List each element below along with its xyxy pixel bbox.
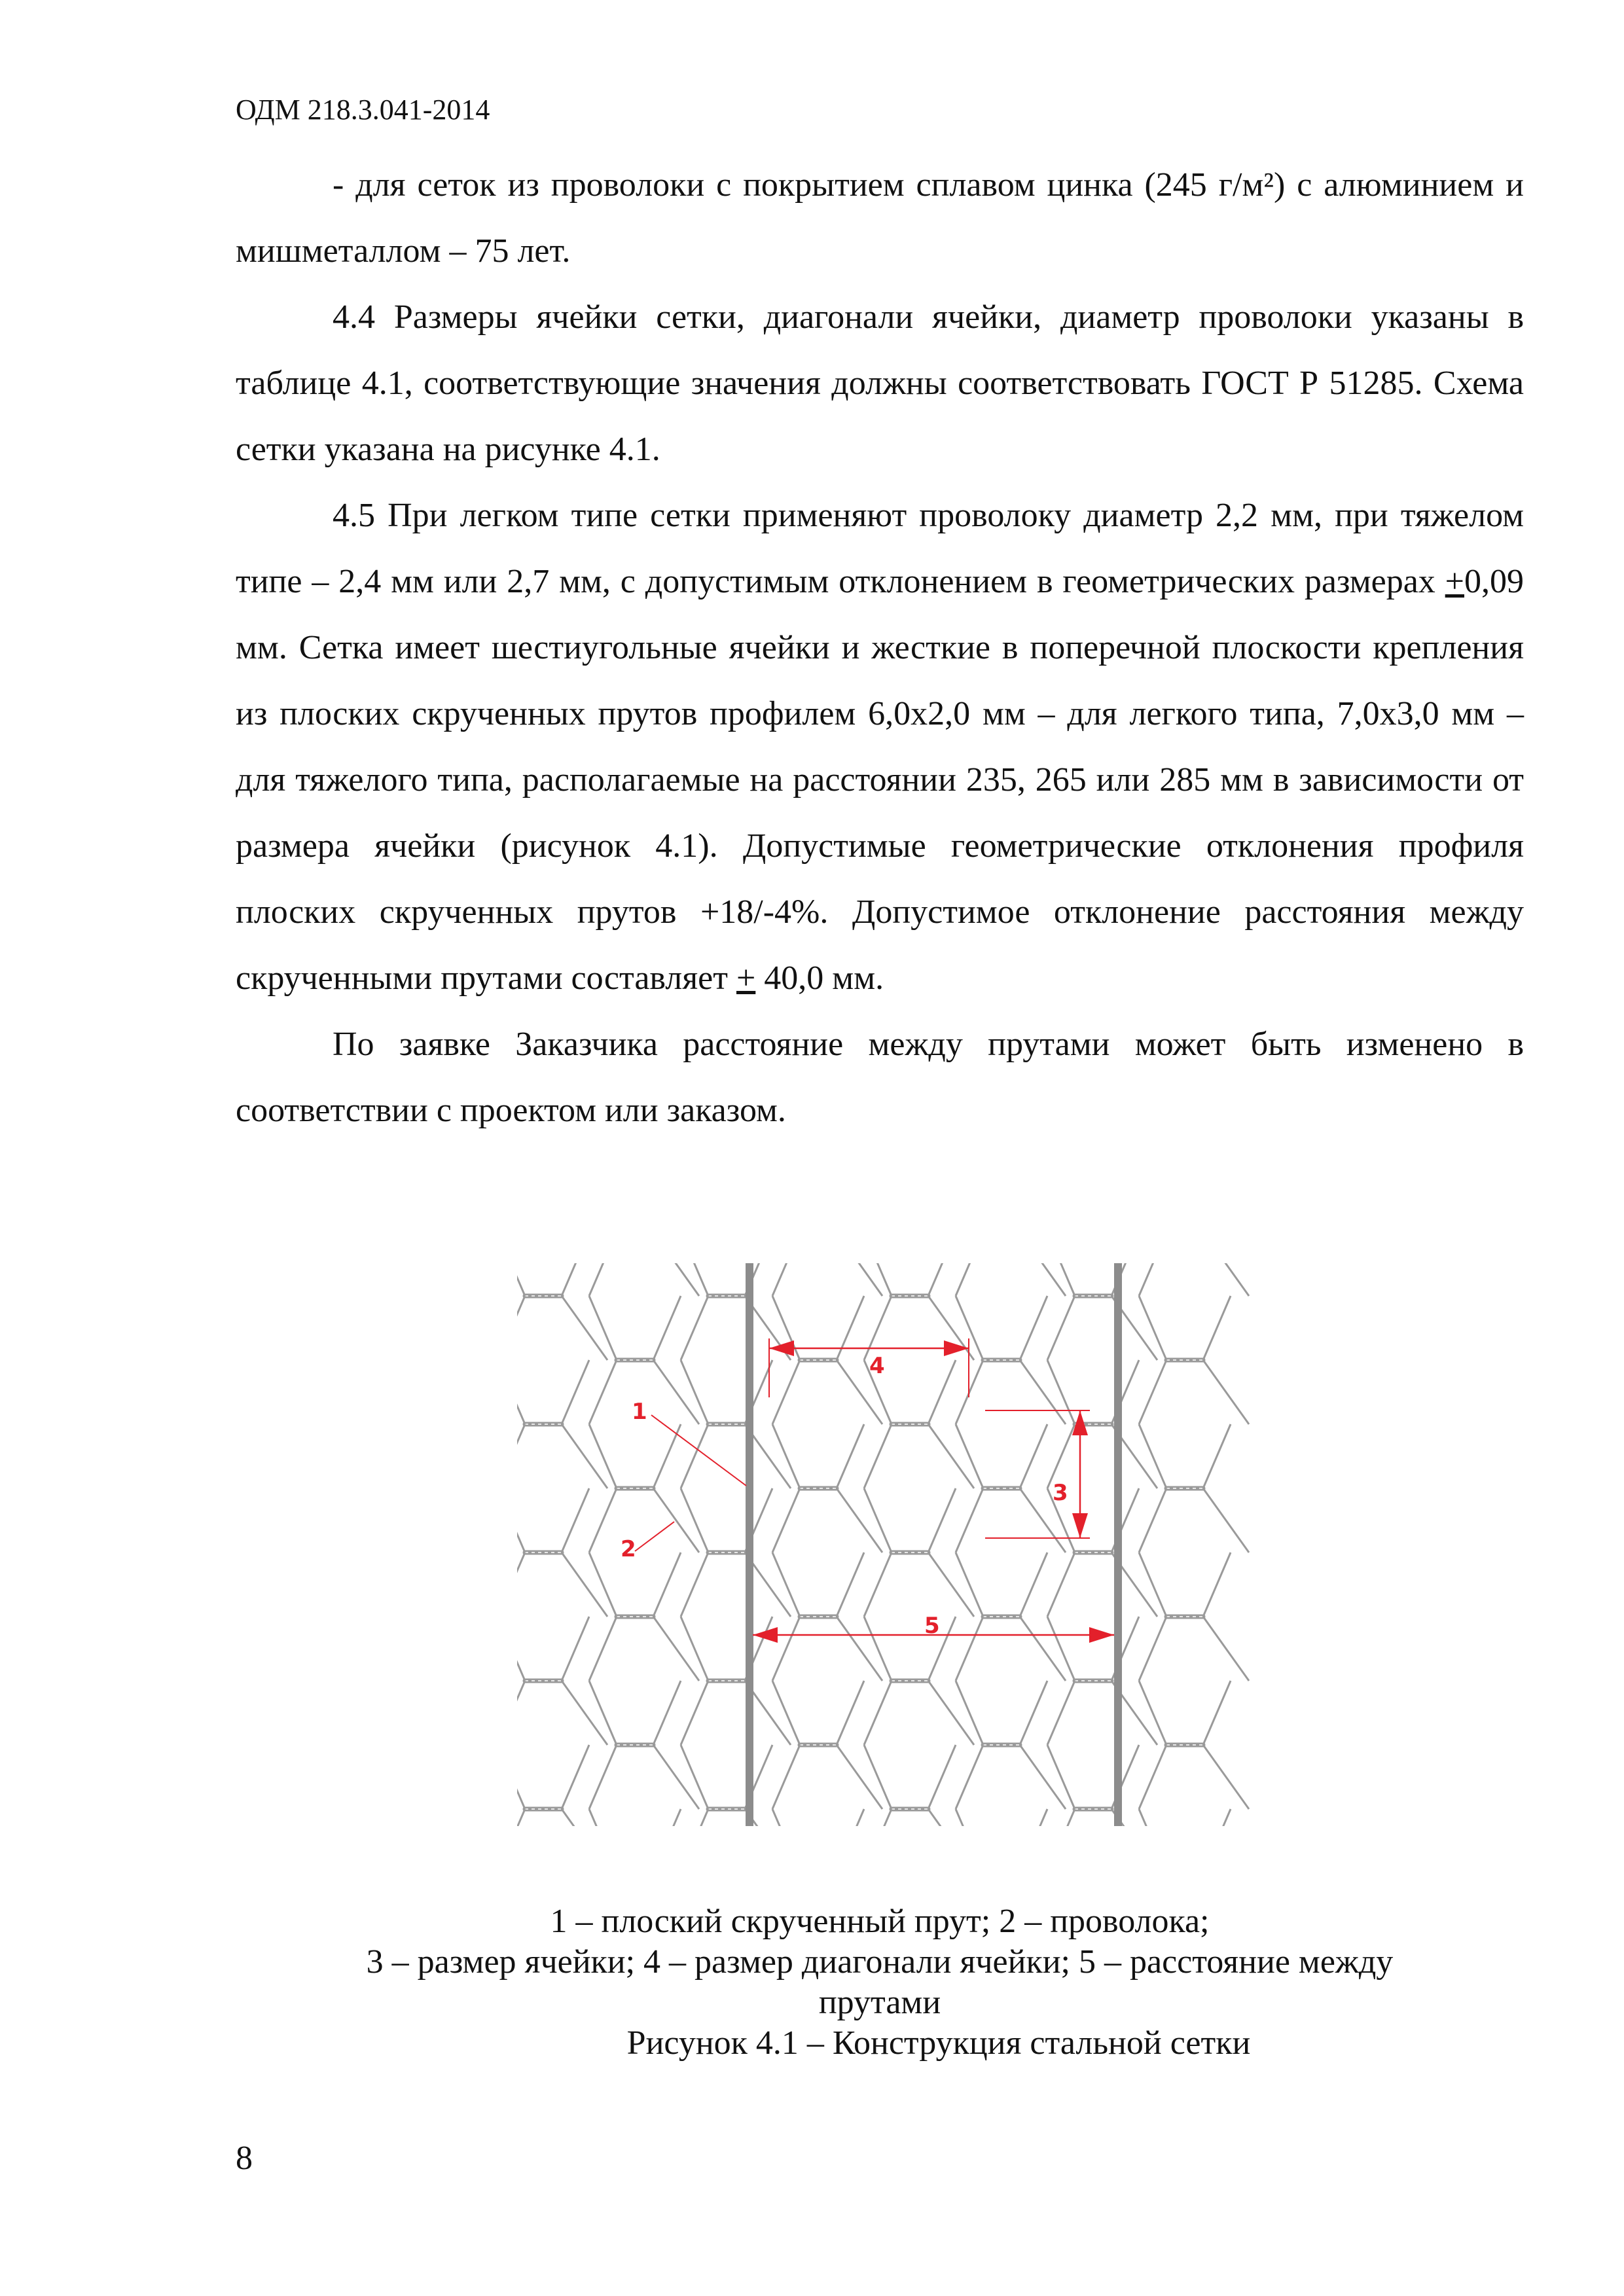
mesh-wire: [864, 1296, 892, 1360]
mesh-wire: [653, 1360, 699, 1424]
mesh-wire: [517, 1296, 525, 1360]
mesh-wire: [864, 1617, 892, 1681]
label-1: 1: [632, 1399, 647, 1425]
mesh-wire: [1020, 1360, 1066, 1424]
mesh-wire: [1203, 1296, 1231, 1360]
mesh-wire: [928, 1809, 974, 1826]
mesh-wire: [517, 1360, 525, 1424]
mesh-wire: [1139, 1360, 1166, 1424]
mesh-wire: [837, 1617, 882, 1681]
mesh-wire: [1139, 1488, 1166, 1552]
mesh-wire: [562, 1488, 589, 1552]
mesh-wire: [681, 1681, 708, 1745]
mesh-wire: [772, 1488, 800, 1552]
mesh-wire: [562, 1296, 607, 1360]
mesh-wire: [956, 1809, 983, 1826]
mesh-wire: [517, 1488, 525, 1552]
mesh-wire: [864, 1745, 892, 1809]
paragraph-4-5: [236, 482, 1524, 1011]
mesh-wire: [1203, 1488, 1249, 1552]
caption-legend-line-1: 1 – плоский скрученный прут; 2 – проволока;: [550, 1903, 1210, 1940]
mesh-wire: [589, 1617, 617, 1681]
mesh-wire: [1020, 1424, 1047, 1488]
dimension-arrowhead: [769, 1340, 794, 1356]
mesh-wire: [837, 1745, 882, 1809]
mesh-wire: [1203, 1681, 1231, 1745]
mesh-wire: [589, 1681, 617, 1745]
mesh-wire: [1139, 1263, 1166, 1296]
mesh-wire: [956, 1488, 983, 1552]
mesh-wire: [928, 1552, 974, 1617]
mesh-wire: [1203, 1263, 1249, 1296]
mesh-wire: [653, 1617, 699, 1681]
mesh-wire: [517, 1681, 525, 1745]
mesh-wire: [864, 1809, 892, 1826]
mesh-wire: [1020, 1681, 1047, 1745]
flat-twisted-rod: [1114, 1263, 1122, 1826]
mesh-wire: [864, 1488, 892, 1552]
mesh-wire: [956, 1745, 983, 1809]
mesh-wire: [653, 1745, 699, 1809]
mesh-wire: [517, 1263, 525, 1296]
plus-minus-sign: +: [1445, 563, 1464, 600]
mesh-wire: [653, 1552, 681, 1617]
mesh-wire: [928, 1488, 956, 1552]
mesh-wire: [1020, 1263, 1066, 1296]
mesh-wire: [653, 1681, 681, 1745]
mesh-wire: [562, 1552, 607, 1617]
mesh-wire: [1047, 1809, 1075, 1826]
mesh-wire: [681, 1488, 708, 1552]
mesh-wire: [1139, 1617, 1166, 1681]
mesh-wire: [928, 1263, 956, 1296]
label-5: 5: [924, 1613, 940, 1639]
mesh-wire: [681, 1809, 708, 1826]
leader-line-2: [635, 1522, 674, 1551]
flat-twisted-rod: [746, 1263, 753, 1826]
mesh-wire: [864, 1681, 892, 1745]
caption-title: Рисунок 4.1 – Конструкция стальной сетки: [626, 2024, 1251, 2062]
mesh-wire: [681, 1296, 708, 1360]
mesh-wire: [562, 1809, 607, 1826]
mesh-wire: [1203, 1360, 1249, 1424]
mesh-wire: [1047, 1617, 1075, 1681]
mesh-wire: [956, 1552, 983, 1617]
mesh-wire: [928, 1360, 956, 1424]
mesh-wire: [837, 1552, 864, 1617]
mesh-wire: [1139, 1552, 1166, 1617]
label-3: 3: [1053, 1480, 1068, 1506]
mesh-wire: [1047, 1681, 1075, 1745]
mesh-wire: [1139, 1745, 1166, 1809]
mesh-wire: [589, 1263, 617, 1296]
mesh-wire: [772, 1745, 800, 1809]
mesh-wire: [653, 1263, 699, 1296]
mesh-wire: [1047, 1424, 1075, 1488]
mesh-wire: [1139, 1809, 1166, 1826]
mesh-wire: [589, 1809, 617, 1826]
paragraph-4-4: 4.4 Размеры ячейки сетки, диагонали ячейки, диаметр проволоки указаны в таблице 4.1, соответствующие значения должны соответствовать ГОСТ Р 51285. Схема сетки указана на рисунке 4.1.: [236, 298, 1524, 468]
dimension-arrowhead: [944, 1340, 969, 1356]
mesh-wire: [772, 1617, 800, 1681]
mesh-wire: [772, 1360, 800, 1424]
mesh-wire: [653, 1296, 681, 1360]
mesh-wire: [589, 1488, 617, 1552]
mesh-wire: [864, 1552, 892, 1617]
mesh-wire: [653, 1488, 699, 1552]
mesh-wire: [589, 1552, 617, 1617]
paragraph-customer-request: По заявке Заказчика расстояние между прутами может быть изменено в соответствии с проектом или заказом.: [236, 1026, 1524, 1129]
mesh-wire: [1203, 1617, 1249, 1681]
mesh-wire: [1020, 1809, 1047, 1826]
mesh-wire: [1139, 1296, 1166, 1360]
mesh-wire: [1047, 1552, 1075, 1617]
label-4: 4: [869, 1353, 885, 1379]
mesh-figure: [517, 1263, 1260, 1826]
figure-caption: [236, 1901, 1524, 2064]
mesh-wire: [681, 1617, 708, 1681]
mesh-wire: [653, 1809, 681, 1826]
mesh-wire: [681, 1552, 708, 1617]
dimension-arrowhead: [1072, 1513, 1088, 1538]
mesh-wire: [589, 1360, 617, 1424]
mesh-wire: [562, 1617, 589, 1681]
mesh-wire: [928, 1745, 956, 1809]
mesh-wire: [837, 1488, 882, 1552]
mesh-wire: [1203, 1424, 1231, 1488]
mesh-wire: [837, 1681, 864, 1745]
mesh-wire: [517, 1745, 525, 1809]
paragraph-4-5-part-c: 40,0 мм.: [755, 960, 884, 997]
paragraph-4-5-part-a: 4.5 При легком типе сетки применяют проволоку диаметр 2,2 мм, при тяжелом типе – 2,4 мм или 2,7 мм, с допустимым отклонением в геометрических размерах: [236, 497, 1524, 600]
mesh-wire: [517, 1552, 525, 1617]
plus-minus-sign: +: [736, 960, 756, 997]
dimension-arrowhead: [1089, 1627, 1114, 1643]
mesh-wire: [1203, 1745, 1249, 1809]
mesh-wire: [562, 1263, 589, 1296]
paragraph-lifetime: - для сеток из проволоки с покрытием сплавом цинка (245 г/м²) с алюминием и мишметаллом – 75 лет.: [236, 166, 1524, 270]
mesh-wire: [517, 1617, 525, 1681]
mesh-wire: [1020, 1296, 1047, 1360]
mesh-wire: [562, 1681, 607, 1745]
mesh-wire: [589, 1745, 617, 1809]
mesh-wire: [517, 1424, 525, 1488]
mesh-wire: [928, 1424, 974, 1488]
document-code: ОДМ 218.3.041-2014: [236, 94, 490, 126]
mesh-wire: [837, 1809, 864, 1826]
mesh-wire: [772, 1809, 800, 1826]
page-number: 8: [236, 2140, 253, 2177]
mesh-wire: [589, 1424, 617, 1488]
caption-legend-line-3: прутами: [818, 1984, 941, 2021]
dimension-arrowhead: [753, 1627, 778, 1643]
mesh-wire: [1139, 1424, 1166, 1488]
mesh-wire: [589, 1296, 617, 1360]
mesh-wire: [956, 1263, 983, 1296]
caption-legend-line-2: 3 – размер ячейки; 4 – размер диагонали ячейки; 5 – расстояние между: [366, 1943, 1394, 1981]
mesh-wire: [681, 1360, 708, 1424]
mesh-wire: [956, 1617, 983, 1681]
mesh-wire: [772, 1424, 800, 1488]
mesh-wire: [837, 1424, 864, 1488]
mesh-wire: [1047, 1745, 1075, 1809]
mesh-wire: [837, 1296, 864, 1360]
mesh-wire: [1020, 1552, 1047, 1617]
mesh-wire: [562, 1745, 589, 1809]
mesh-wire: [1020, 1617, 1066, 1681]
body-text: [236, 152, 1524, 1143]
mesh-wire: [772, 1263, 800, 1296]
steel-mesh-diagram: [517, 1263, 1260, 1826]
mesh-wire: [928, 1681, 974, 1745]
mesh-wire: [772, 1552, 800, 1617]
mesh-wire: [1047, 1360, 1075, 1424]
mesh-wire: [1020, 1745, 1066, 1809]
mesh-wire: [956, 1424, 983, 1488]
mesh-wire: [681, 1424, 708, 1488]
mesh-wire: [681, 1745, 708, 1809]
mesh-wire: [562, 1424, 607, 1488]
label-2: 2: [621, 1536, 636, 1562]
mesh-wire: [517, 1809, 525, 1826]
mesh-wire: [837, 1263, 882, 1296]
mesh-wire: [864, 1424, 892, 1488]
mesh-wire: [1203, 1809, 1231, 1826]
mesh-wire: [956, 1681, 983, 1745]
mesh-wire: [562, 1360, 589, 1424]
mesh-wire: [772, 1681, 800, 1745]
mesh-wire: [1139, 1681, 1166, 1745]
mesh-wire: [1047, 1296, 1075, 1360]
mesh-wire: [1203, 1552, 1231, 1617]
paragraph-4-5-part-b: 0,09 мм. Сетка имеет шестиугольные ячейки и жесткие в поперечной плоскости крепления из плоских скрученных прутов профилем 6,0х2,0 мм – для легкого типа, 7,0х3,0 мм – для тяжелого типа, располагаемые на расстоянии 235, 265 или 285 мм в зависимости от размера ячейки (рисунок 4.1). Допустимые геометрические отклонения профиля плоских скрученных прутов +18/-4%. Допустимое отклонение расстояния между скрученными прутами составляет: [236, 563, 1524, 997]
